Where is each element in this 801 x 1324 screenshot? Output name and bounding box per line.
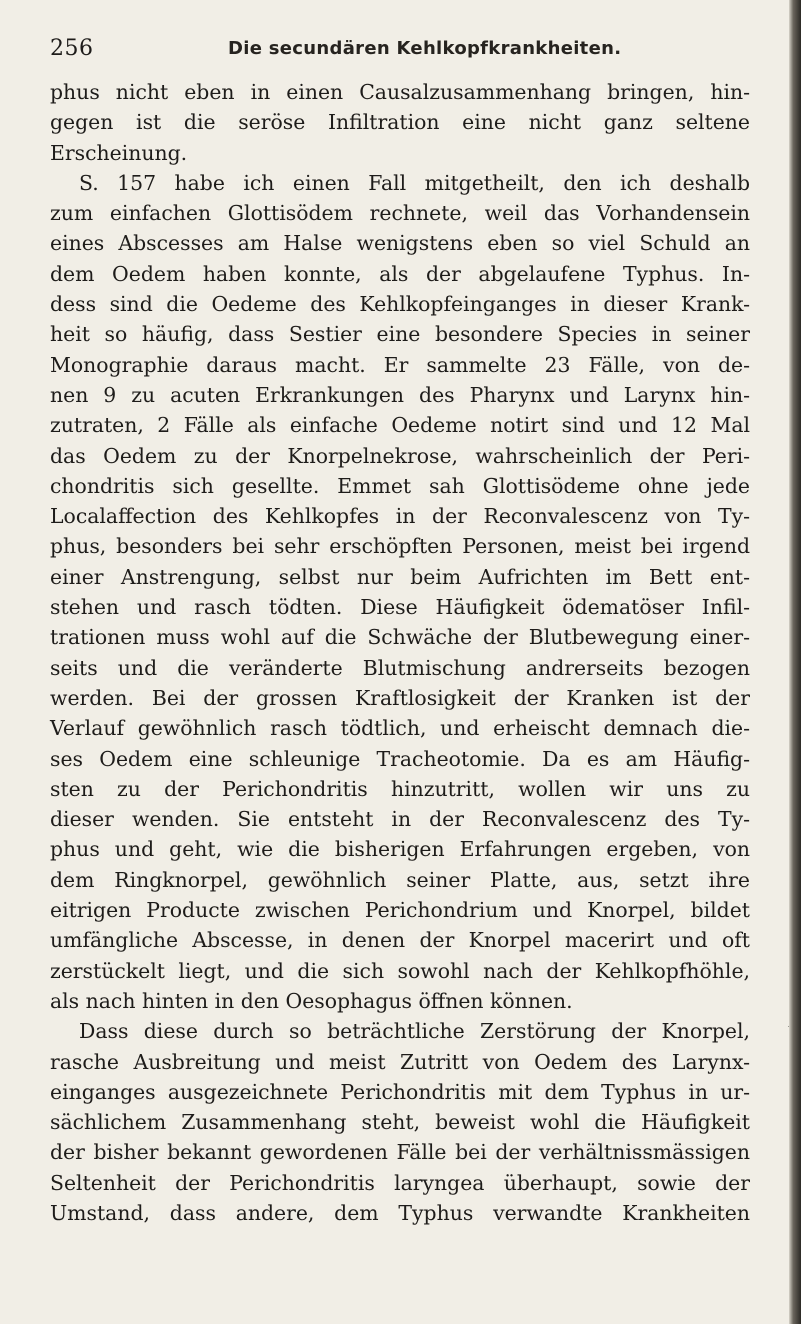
text-line: einganges ausgezeichnete Perichondritis mit dem Typhus in ur- (50, 1079, 750, 1104)
text-line: S. 157 habe ich einen Fall mitgetheilt, den ich deshalb (79, 170, 750, 195)
text-line: dess sind die Oedeme des Kehlkopfeinganges in dieser Krank- (50, 292, 750, 317)
page-edge-shadow (789, 0, 801, 1324)
body-text (50, 77, 750, 1228)
text-line: ses Oedem eine schleunige Tracheotomie. Da es am Häufig- (50, 746, 750, 771)
text-line: phus, besonders bei sehr erschöpften Personen, meist bei irgend (50, 534, 750, 559)
text-line: zum einfachen Glottisödem rechnete, weil das Vorhandensein (50, 201, 750, 226)
text-line: rasche Ausbreitung und meist Zutritt von Oedem des Larynx- (50, 1049, 750, 1074)
text-line: Monographie daraus macht. Er sammelte 23 Fälle, von de- (50, 352, 750, 377)
text-line: werden. Bei der grossen Kraftlosigkeit der Kranken ist der (50, 685, 750, 710)
text-line: Localaffection des Kehlkopfes in der Reconvalescenz von Ty- (50, 504, 750, 529)
text-line: umfängliche Abscesse, in denen der Knorpel macerirt und oft (50, 928, 750, 953)
text-line: sten zu der Perichondritis hinzutritt, wollen wir uns zu (50, 776, 750, 801)
text-line: Seltenheit der Perichondritis laryngea überhaupt, sowie der (50, 1170, 750, 1195)
text-line: zutraten, 2 Fälle als einfache Oedeme notirt sind und 12 Mal (50, 413, 750, 438)
text-line: zerstückelt liegt, und die sich sowohl nach der Kehlkopfhöhle, (50, 958, 750, 983)
text-line: trationen muss wohl auf die Schwäche der Blutbewegung einer- (50, 625, 750, 650)
text-line: stehen und rasch tödten. Diese Häufigkeit ödematöser Infil- (50, 595, 750, 620)
page-header (50, 32, 750, 72)
text-line: einer Anstrengung, selbst nur beim Aufrichten im Bett ent- (50, 564, 750, 589)
text-line: das Oedem zu der Knorpelnekrose, wahrscheinlich der Peri- (50, 443, 750, 468)
running-head: Die secundären Kehlkopfkrankheiten. (228, 38, 622, 59)
text-line: seits und die veränderte Blutmischung andrerseits bezogen (50, 655, 750, 680)
text-line: heit so häufig, dass Sestier eine besondere Species in seiner (50, 322, 750, 347)
text-line: gegen ist die seröse Infiltration eine nicht ganz seltene (50, 110, 750, 135)
text-line: chondritis sich gesellte. Emmet sah Glottisödeme ohne jede (50, 473, 750, 498)
text-line: eitrigen Producte zwischen Perichondrium und Knorpel, bildet (50, 898, 750, 923)
text-line: eines Abscesses am Halse wenigstens eben so viel Schuld an (50, 231, 750, 256)
text-line: dem Oedem haben konnte, als der abgelaufene Typhus. In- (50, 261, 750, 286)
text-line: sächlichem Zusammenhang steht, beweist wohl die Häufigkeit (50, 1110, 750, 1135)
text-line: phus nicht eben in einen Causalzusammenhang bringen, hin- (50, 80, 750, 104)
text-line: nen 9 zu acuten Erkrankungen des Pharynx und Larynx hin- (50, 382, 750, 407)
text-line: dem Ringknorpel, gewöhnlich seiner Platte, aus, setzt ihre (50, 867, 750, 892)
text-line: Verlauf gewöhnlich rasch tödtlich, und erheischt demnach die- (50, 716, 750, 741)
text-line: als nach hinten in den Oesophagus öffnen können. (50, 988, 573, 1013)
text-line: Dass diese durch so beträchtliche Zerstörung der Knorpel, (79, 1019, 750, 1044)
text-line: Umstand, dass andere, dem Typhus verwandte Krankheiten (50, 1200, 750, 1225)
text-line: phus und geht, wie die bisherigen Erfahrungen ergeben, von (50, 837, 750, 862)
text-line: dieser wenden. Sie entsteht in der Reconvalescenz des Ty- (50, 807, 750, 832)
page-number: 256 (50, 36, 94, 61)
text-line: Erscheinung. (50, 140, 188, 165)
text-line: der bisher bekannt gewordenen Fälle bei der verhältnissmässigen (50, 1140, 750, 1165)
